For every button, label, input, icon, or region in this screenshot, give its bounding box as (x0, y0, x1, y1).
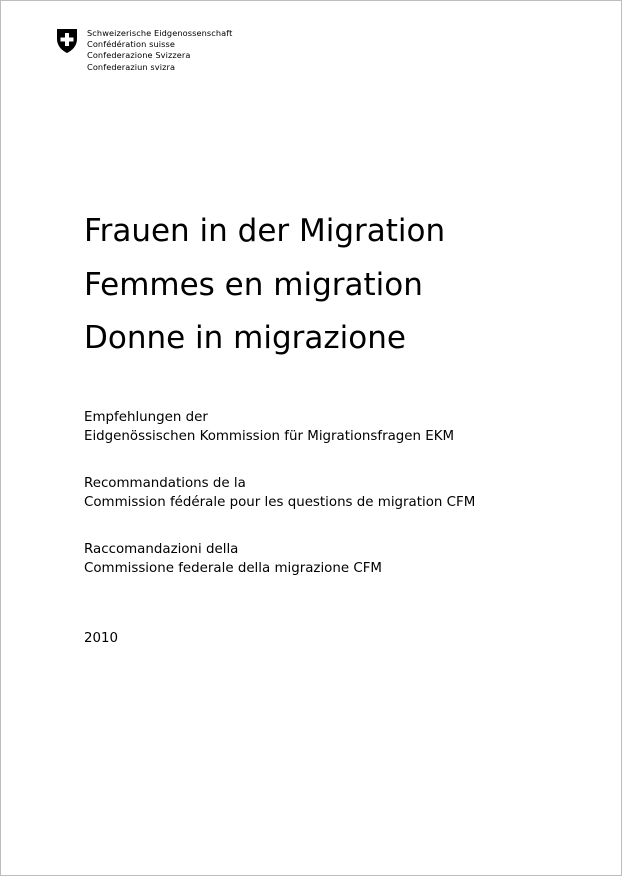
name-french: Confédération suisse (87, 39, 176, 50)
recommendation-german-line2: Eidgenössischen Kommission für Migrationsfragen EKM (84, 429, 455, 444)
name-romansh: Confederaziun svizra (87, 61, 176, 72)
title-german: Frauen in der Migration (84, 213, 446, 249)
federal-logo (56, 28, 256, 74)
recommendation-german (84, 408, 454, 446)
recommendation-french-line1: Recommandations de la (84, 476, 246, 491)
title-block (84, 205, 445, 366)
recommendation-italian-line1: Raccomandazioni della (84, 542, 239, 557)
name-italian: Confederazione Svizzera (87, 50, 191, 61)
swiss-shield-icon (56, 28, 78, 54)
recommendation-french (84, 474, 475, 512)
publication-year: 2010 (84, 631, 119, 646)
name-german: Schweizerische Eidgenossenschaft (87, 28, 233, 38)
recommendation-italian (84, 540, 382, 578)
recommendation-french-line2: Commission fédérale pour les questions de migration CFM (84, 495, 476, 510)
title-french: Femmes en migration (84, 266, 423, 303)
federal-names (87, 28, 232, 73)
recommendation-german-line1: Empfehlungen der (84, 410, 208, 425)
recommendation-italian-line2: Commissione federale della migrazione CFM (84, 561, 382, 576)
title-italian: Donne in migrazione (84, 320, 406, 356)
